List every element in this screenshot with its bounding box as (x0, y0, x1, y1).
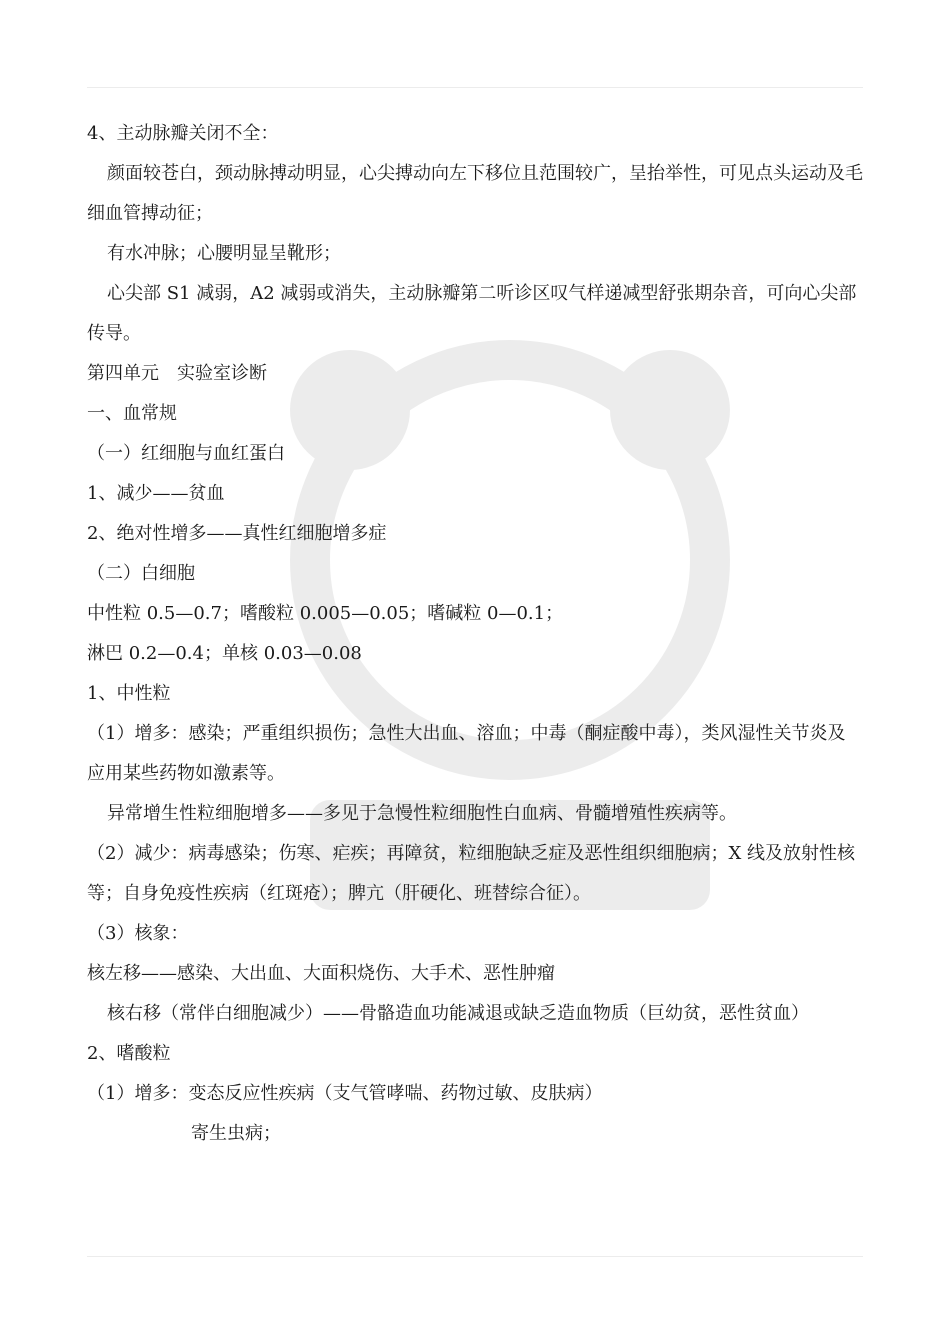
subsection-heading: 1、中性粒 (87, 683, 171, 704)
text-line: 异常增生性粒细胞增多——多见于急慢性粒细胞性白血病、骨髓增殖性疾病等。 (107, 803, 737, 824)
text-line: 中性粒 0.5—0.7；嗜酸粒 0.005—0.05；嗜碱粒 0—0.1； (87, 603, 564, 624)
text-line: 颜面较苍白，颈动脉搏动明显，心尖搏动向左下移位且范围较广，呈抬举性，可见点头运动及毛细血管搏动征； (87, 163, 863, 224)
text-line: 4、主动脉瓣关闭不全： (87, 123, 279, 144)
section-heading: 第四单元 实验室诊断 (87, 363, 267, 384)
header-rule (87, 87, 863, 88)
subsection-heading: 2、嗜酸粒 (87, 1043, 171, 1064)
text-line: 核右移（常伴白细胞减少）——骨骼造血功能减退或缺乏造血物质（巨幼贫，恶性贫血） (107, 1003, 809, 1024)
text-line: 有水冲脉；心腰明显呈靴形； (107, 243, 341, 264)
text-line: 寄生虫病； (191, 1123, 281, 1144)
subsection-heading: （一）红细胞与血红蛋白 (87, 443, 285, 464)
subsection-heading: 一、血常规 (87, 403, 177, 424)
text-line: 1、减少——贫血 (87, 483, 225, 504)
text-line: 淋巴 0.2—0.4；单核 0.03—0.08 (87, 643, 362, 664)
text-line: （1）增多：感染；严重组织损伤；急性大出血、溶血；中毒（酮症酸中毒），类风湿性关节炎及应用某些药物如激素等。 (87, 723, 846, 784)
text-line: （2）减少：病毒感染；伤寒、疟疾；再障贫，粒细胞缺乏症及恶性组织细胞病；X 线及放射性核等；自身免疫性疾病（红斑疮）；脾亢（肝硬化、班替综合征）。 (87, 843, 855, 904)
document-body (87, 114, 863, 1154)
subsection-heading: （二）白细胞 (87, 563, 195, 584)
text-line: 心尖部 S1 减弱，A2 减弱或消失，主动脉瓣第二听诊区叹气样递减型舒张期杂音，可向心尖部传导。 (87, 283, 857, 344)
text-line: 核左移——感染、大出血、大面积烧伤、大手术、恶性肿瘤 (87, 963, 555, 984)
footer-rule (87, 1256, 863, 1257)
text-line: 2、绝对性增多——真性红细胞增多症 (87, 523, 387, 544)
text-line: （1）增多：变态反应性疾病（支气管哮喘、药物过敏、皮肤病） (87, 1083, 603, 1104)
text-line: （3）核象： (87, 923, 189, 944)
